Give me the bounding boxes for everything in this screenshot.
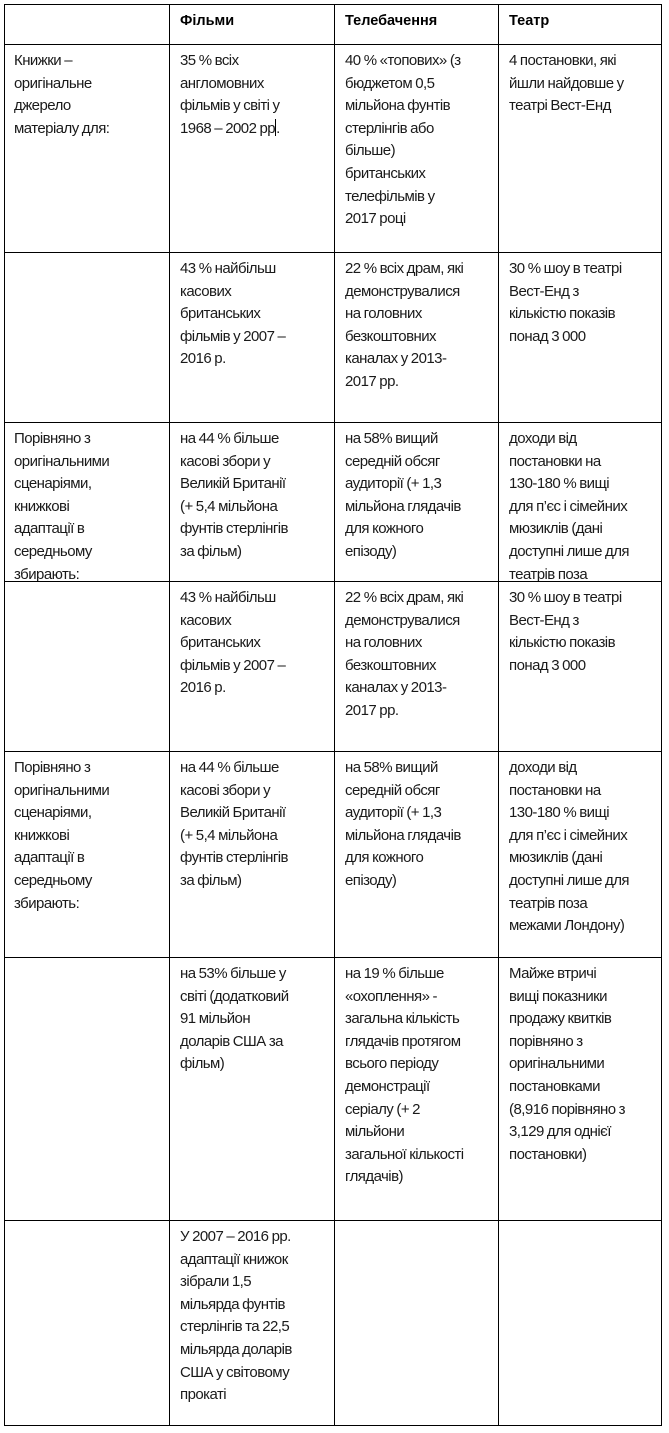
tv-cell: 22 % всіх драм, які демонструвалися на головних безкоштовних каналах у 2013- 2017 рр. (334, 253, 498, 422)
table-row (4, 1221, 662, 1426)
theatre-cell: 30 % шоу в театрі Вест-Енд з кількістю показів понад 3 000 (498, 582, 662, 751)
row-label-cell (4, 582, 169, 751)
theatre-cell: Майже втричі вищі показники продажу квитків порівняно з оригінальними постановками (8,916 порівняно з 3,129 для однієї постановки) (498, 958, 662, 1220)
films-cell: 43 % найбільш касових британських фільмів у 2007 – 2016 р. (169, 582, 334, 751)
films-cell-suffix: . (276, 119, 280, 137)
row-label-cell (4, 958, 169, 1220)
films-cell: на 44 % більше касові збори у Великій Британії (+ 5,4 мільйона фунтів стерлінгів за фільм) (169, 423, 334, 581)
theatre-cell (498, 1221, 662, 1426)
theatre-cell: 4 постановки, які йшли найдовше у театрі Вест-Енд (498, 45, 662, 252)
films-cell: У 2007 – 2016 рр. адаптації книжок зібрали 1,5 мільярда фунтів стерлінгів та 22,5 мільярда доларів США у світовому прокаті (169, 1221, 334, 1426)
films-cell: на 53% більше у світі (додатковий 91 мільйон доларів США за фільм) (169, 958, 334, 1220)
films-cell: на 44 % більше касові збори у Великій Британії (+ 5,4 мільйона фунтів стерлінгів за фільм) (169, 752, 334, 957)
films-cell: 43 % найбільш касових британських фільмів у 2007 – 2016 р. (169, 253, 334, 422)
header-cell-theatre: Театр (498, 4, 662, 44)
tv-cell: 22 % всіх драм, які демонструвалися на головних безкоштовних каналах у 2013- 2017 рр. (334, 582, 498, 751)
tv-cell: на 58% вищий середній обсяг аудиторії (+ 1,3 мільйона глядачів для кожного епізоду) (334, 752, 498, 957)
table-row-clipped (4, 423, 662, 582)
table-row (4, 958, 662, 1221)
table-header-row (4, 4, 662, 45)
row-label-cell: Книжки – оригінальне джерело матеріалу для: (14, 52, 110, 137)
films-cell-text: 35 % всіх англомовних фільмів у світі у 1968 – 2002 рр (180, 52, 280, 137)
table-row (4, 45, 662, 253)
row-label-cell (4, 253, 169, 422)
tv-cell: 40 % «топових» (з бюджетом 0,5 мільйона фунтів стерлінгів або більше) британських телефільмів у 2017 році (334, 45, 498, 252)
header-cell-films: Фільми (169, 4, 334, 44)
tv-cell: на 58% вищий середній обсяг аудиторії (+ 1,3 мільйона глядачів для кожного епізоду) (334, 423, 498, 581)
comparison-table (4, 4, 662, 1426)
tv-cell: на 19 % більше «охоплення» - загальна кількість глядачів протягом всього періоду демонстрації серіалу (+ 2 мільйони загальної кількості глядачів) (334, 958, 498, 1220)
theatre-cell: доходи від постановки на 130-180 % вищі для п’єс і сімейних мюзиклів (дані доступні лише для театрів поза (498, 423, 662, 581)
tv-cell (334, 1221, 498, 1426)
header-cell-tv: Телебачення (334, 4, 498, 44)
table-row (4, 582, 662, 752)
table-row (4, 253, 662, 423)
row-label-cell (4, 1221, 169, 1426)
theatre-cell: 30 % шоу в театрі Вест-Енд з кількістю показів понад 3 000 (498, 253, 662, 422)
row-label-cell: Порівняно з оригінальними сценаріями, книжкові адаптації в середньому збирають: (14, 430, 110, 581)
theatre-cell: доходи від постановки на 130-180 % вищі для п’єс і сімейних мюзиклів (дані доступні лише для театрів поза межами Лондону) (498, 752, 662, 957)
films-cell[interactable] (169, 45, 334, 252)
header-cell-empty (4, 4, 169, 44)
table-row (4, 752, 662, 958)
row-label-cell: Порівняно з оригінальними сценаріями, книжкові адаптації в середньому збирають: (14, 759, 110, 912)
